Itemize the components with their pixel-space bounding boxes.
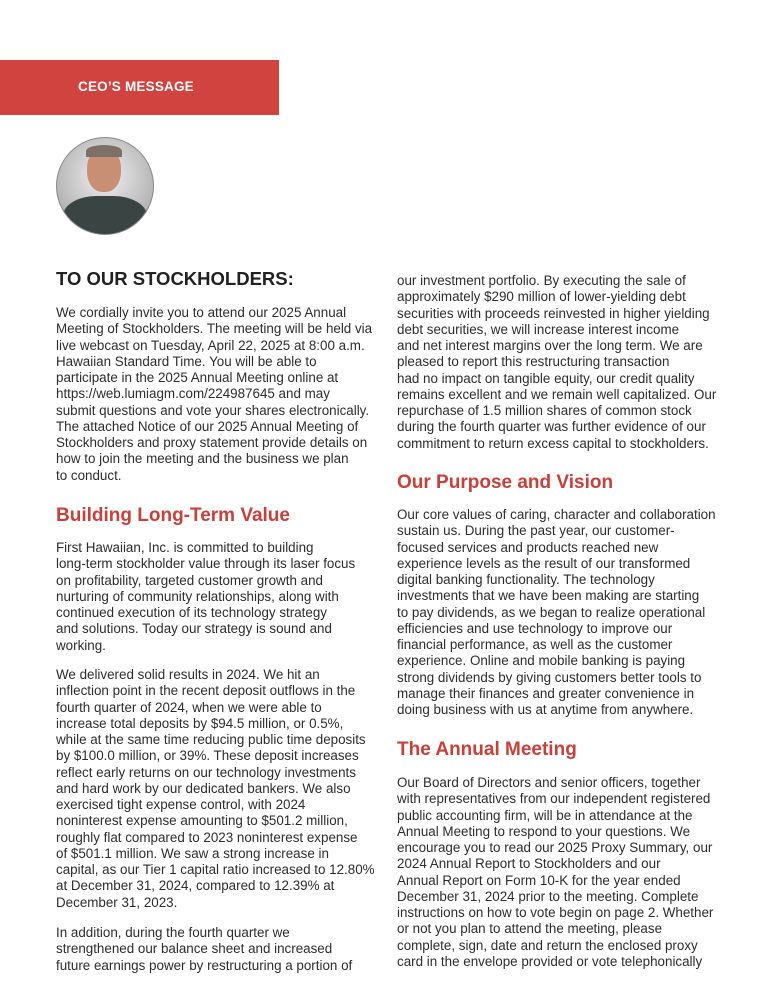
- heading-annual-meeting: The Annual Meeting: [397, 739, 577, 760]
- ceo-portrait: [56, 137, 154, 235]
- results-paragraph: We delivered solid results in 2024. We hit an inflection point in the recent deposit outflows in the fourth quarter of 2024, when we were able to increase total deposits by $94.5 million, or 0.5%, while at the same time reducing public time deposits by $100.0 million, or 39%. These deposit increases reflect early returns on our technology investments and hard work by our dedicated bankers. We also exercised tight expense control, with 2024 noninterest expense amounting to $501.2 million, roughly flat compared to 2023 noninterest expense of $501.1 million. We saw a strong increase in capital, as our Tier 1 capital ratio increased to 12.80% at December 31, 2024, compared to 12.39% at December 31, 2023.: [56, 667, 375, 910]
- purpose-paragraph: Our core values of caring, character and collaboration sustain us. During the past year, our customer- focused services and products reached new experience levels as the result of our transformed digital banking functionality. The technology investments that we have been making are starting to pay dividends, as we began to realize operational efficiencies and use technology to improve our financial performance, as well as the customer experience. Online and mobile banking is paying strong dividends by giving customers better tools to manage their finances and greater convenience in doing business with us at anytime from anywhere.: [397, 507, 716, 717]
- balance-sheet-paragraph: In addition, during the fourth quarter we strengthened our balance sheet and increased future earnings power by restructuring a portion of: [56, 925, 353, 973]
- portrait-hair: [86, 145, 122, 157]
- heading-building-value: Building Long-Term Value: [56, 505, 290, 526]
- section-banner: [0, 60, 279, 115]
- letter-salutation: TO OUR STOCKHOLDERS:: [56, 268, 294, 289]
- intro-paragraph: We cordially invite you to attend our 2025 Annual Meeting of Stockholders. The meeting will be held via live webcast on Tuesday, April 22, 2025 at 8:00 a.m. Hawaiian Standard Time. You will be able to participate in the 2025 Annual Meeting online at https://web.lumiagm.com/224987645 and may submit questions and vote your shares electronically. The attached Notice of our 2025 Annual Meeting of Stockholders and proxy statement provide details on how to join the meeting and the business we plan to conduct.: [56, 305, 373, 483]
- heading-purpose-vision: Our Purpose and Vision: [397, 472, 614, 493]
- section-title: CEO’S MESSAGE: [78, 79, 194, 94]
- portfolio-paragraph: our investment portfolio. By executing the sale of approximately $290 million of lower-yielding debt securities with proceeds reinvested in higher yielding debt securities, we will increase interest income and net interest margins over the long term. We are pleased to report this restructuring transaction had no impact on tangible equity, our credit quality remains excellent and we remain well capitalized. Our repurchase of 1.5 million shares of common stock during the fourth quarter was further evidence of our commitment to return excess capital to stockholders.: [397, 273, 717, 451]
- annual-meeting-paragraph: Our Board of Directors and senior officers, together with representatives from our independent registered public accounting firm, will be in attendance at the Annual Meeting to respond to your questions. We encourage you to read our 2025 Proxy Summary, our 2024 Annual Report to Stockholders and our Annual Report on Form 10-K for the year ended December 31, 2024 prior to the meeting. Complete instructions on how to vote begin on page 2. Whether or not you plan to attend the meeting, please complete, sign, date and return the enclosed proxy card in the envelope provided or vote telephonically: [397, 775, 714, 969]
- portrait-body: [63, 196, 147, 235]
- value-paragraph: First Hawaiian, Inc. is committed to building long-term stockholder value through its laser focus on profitability, targeted customer growth and nurturing of community relationships, along with continued execution of its technology strategy and solutions. Today our strategy is sound and working.: [56, 540, 356, 653]
